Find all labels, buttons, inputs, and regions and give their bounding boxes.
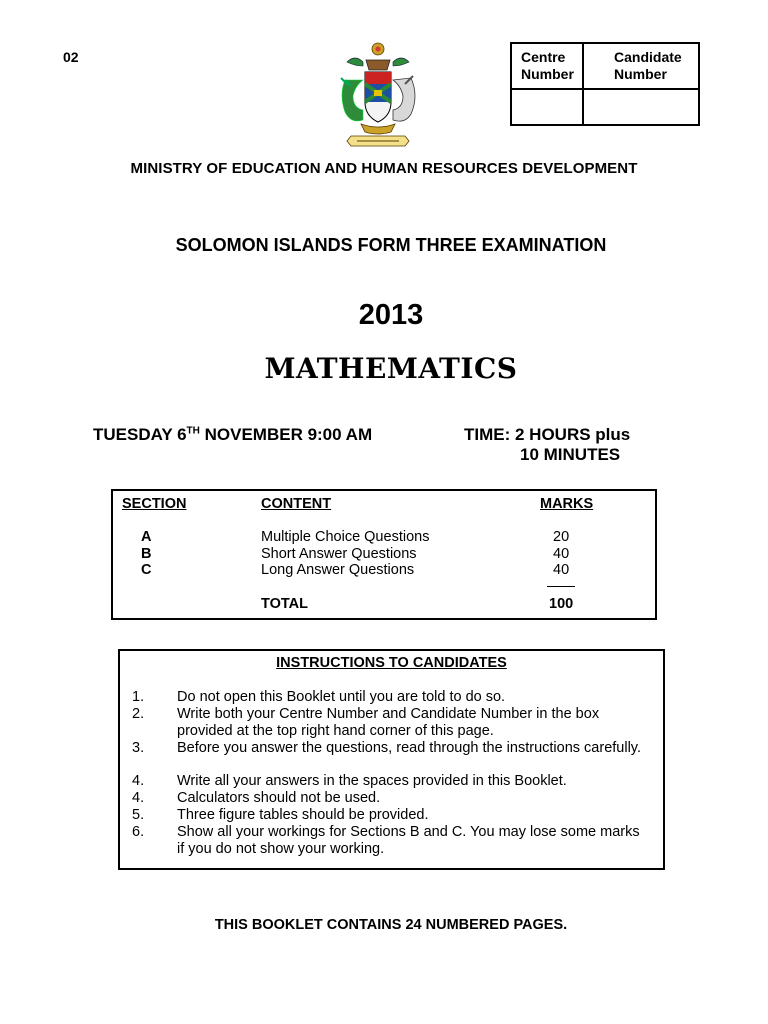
instruction-text: Before you answer the questions, read through the instructions carefully. xyxy=(177,740,641,756)
section-marks: 20 xyxy=(553,529,570,545)
instruction-text: Write all your answers in the spaces provided in this Booklet. xyxy=(177,773,567,789)
sections-table xyxy=(111,489,657,620)
section-letter: A xyxy=(141,529,152,545)
instruction-text: Calculators should not be used. xyxy=(177,790,381,806)
content-header: CONTENT xyxy=(261,496,332,512)
section-letter: C xyxy=(141,562,152,578)
booklet-page-count: THIS BOOKLET CONTAINS 24 NUMBERED PAGES. xyxy=(214,917,568,933)
total-label: TOTAL xyxy=(261,596,308,612)
paper-code: 02 xyxy=(63,49,79,65)
exam-time-line2: 10 MINUTES xyxy=(520,445,621,464)
coat-of-arms-emblem xyxy=(333,40,423,148)
instruction-number: 3. xyxy=(132,740,145,756)
exam-year: 2013 xyxy=(358,299,424,331)
instruction-number: 2. xyxy=(132,706,145,722)
section-letter: B xyxy=(141,546,152,562)
instructions-box xyxy=(118,649,665,870)
section-marks: 40 xyxy=(553,546,570,562)
ministry-heading: MINISTRY OF EDUCATION AND HUMAN RESOURCES DEVELOPMENT xyxy=(130,160,638,177)
section-content: Multiple Choice Questions xyxy=(261,529,430,545)
instruction-number: 6. xyxy=(132,824,145,840)
instruction-number: 4. xyxy=(132,790,145,806)
total-divider xyxy=(547,586,575,587)
exam-date: TUESDAY 6TH NOVEMBER 9:00 AM xyxy=(93,425,373,444)
candidate-number-label: Candidate Number xyxy=(614,49,682,82)
instruction-number: 4. xyxy=(132,773,145,789)
centre-number-field[interactable] xyxy=(512,90,582,126)
instructions-title: INSTRUCTIONS TO CANDIDATES xyxy=(276,655,507,671)
section-marks: 40 xyxy=(553,562,570,578)
instruction-text: Three figure tables should be provided. xyxy=(177,807,429,823)
section-content: Long Answer Questions xyxy=(261,562,415,578)
subject-title: MATHEMATICS xyxy=(264,352,518,385)
marks-header: MARKS xyxy=(540,496,594,512)
total-marks: 100 xyxy=(549,596,574,612)
section-header: SECTION xyxy=(122,496,187,512)
exam-time-line1: TIME: 2 HOURS plus xyxy=(464,425,631,444)
instruction-text: Show all your workings for Sections B and C. You may lose some marks if you do not show your working. xyxy=(177,824,640,857)
instruction-number: 5. xyxy=(132,807,145,823)
candidate-id-box xyxy=(510,42,700,126)
centre-number-label: Centre Number xyxy=(521,49,574,82)
instruction-text: Do not open this Booklet until you are told to do so. xyxy=(177,689,506,705)
section-content: Short Answer Questions xyxy=(261,546,417,562)
instruction-text: Write both your Centre Number and Candidate Number in the box provided at the top right hand corner of this page. xyxy=(177,706,600,739)
instruction-number: 1. xyxy=(132,689,145,705)
candidate-number-field[interactable] xyxy=(584,90,700,126)
exam-title: SOLOMON ISLANDS FORM THREE EXAMINATION xyxy=(175,235,607,255)
